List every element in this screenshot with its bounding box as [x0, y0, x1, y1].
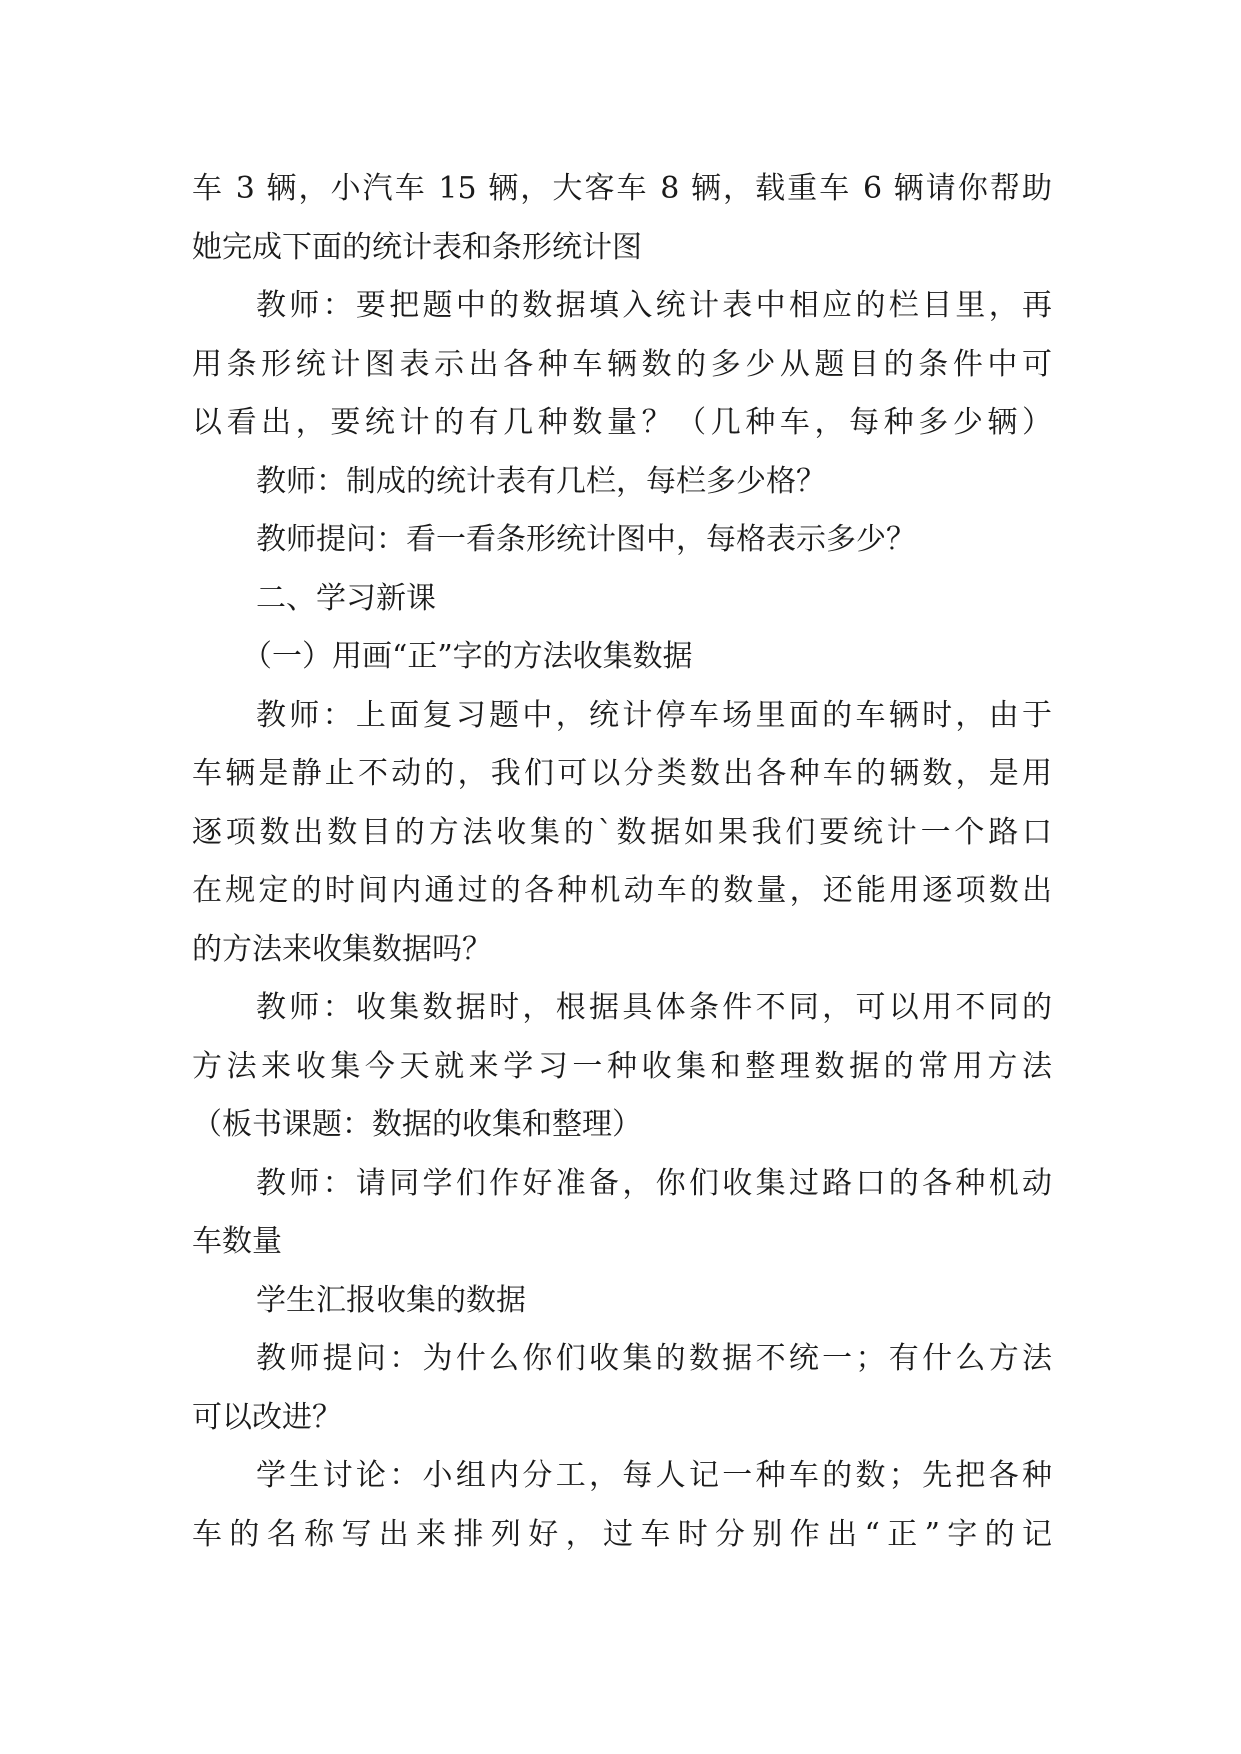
- text-line: 以看出，要统计的有几种数量？（几种车，每种多少辆）: [192, 405, 1052, 440]
- text-line: 车数量: [192, 1224, 282, 1259]
- text-line: 教师：要把题中的数据填入统计表中相应的栏目里，再: [256, 288, 1052, 323]
- section-heading: 二、学习新课: [256, 580, 436, 616]
- text-line: 车 3 辆，小汽车 15 辆，大客车 8 辆，载重车 6 辆请你帮助: [192, 171, 1052, 206]
- text-line: 车辆是静止不动的，我们可以分类数出各种车的辆数，是用: [192, 756, 1052, 791]
- text-line: 车的名称写出来排列好，过车时分别作出“正”字的记: [192, 1516, 1052, 1552]
- text-line: 可以改进？: [192, 1399, 342, 1435]
- text-line: （板书课题：数据的收集和整理）: [192, 1107, 642, 1142]
- text-line: 教师：收集数据时，根据具体条件不同，可以用不同的: [256, 990, 1052, 1025]
- text-line: 学生讨论：小组内分工，每人记一种车的数；先把各种: [256, 1458, 1052, 1493]
- text-line: 学生汇报收集的数据: [256, 1282, 526, 1318]
- document-body: [192, 160, 1052, 1564]
- text-line: 她完成下面的统计表和条形统计图: [192, 229, 642, 265]
- text-line: 在规定的时间内通过的各种机动车的数量，还能用逐项数出: [192, 873, 1052, 908]
- text-line: 教师：请同学们作好准备，你们收集过路口的各种机动: [256, 1165, 1052, 1201]
- text-line: 教师：上面复习题中，统计停车场里面的车辆时，由于: [256, 697, 1052, 733]
- text-line: 方法来收集今天就来学习一种收集和整理数据的常用方法: [192, 1048, 1052, 1084]
- text-line: 逐项数出数目的方法收集的`数据如果我们要统计一个路口: [192, 814, 1052, 850]
- subsection-heading: （一）用画“正”字的方法收集数据: [242, 639, 693, 674]
- text-line: 教师提问：看一看条形统计图中，每格表示多少？: [256, 522, 916, 557]
- text-line: 的方法来收集数据吗？: [192, 931, 492, 967]
- text-line: 教师提问：为什么你们收集的数据不统一；有什么方法: [256, 1341, 1052, 1376]
- text-line: 用条形统计图表示出各种车辆数的多少从题目的条件中可: [192, 346, 1052, 382]
- text-line: 教师：制成的统计表有几栏，每栏多少格？: [256, 463, 826, 499]
